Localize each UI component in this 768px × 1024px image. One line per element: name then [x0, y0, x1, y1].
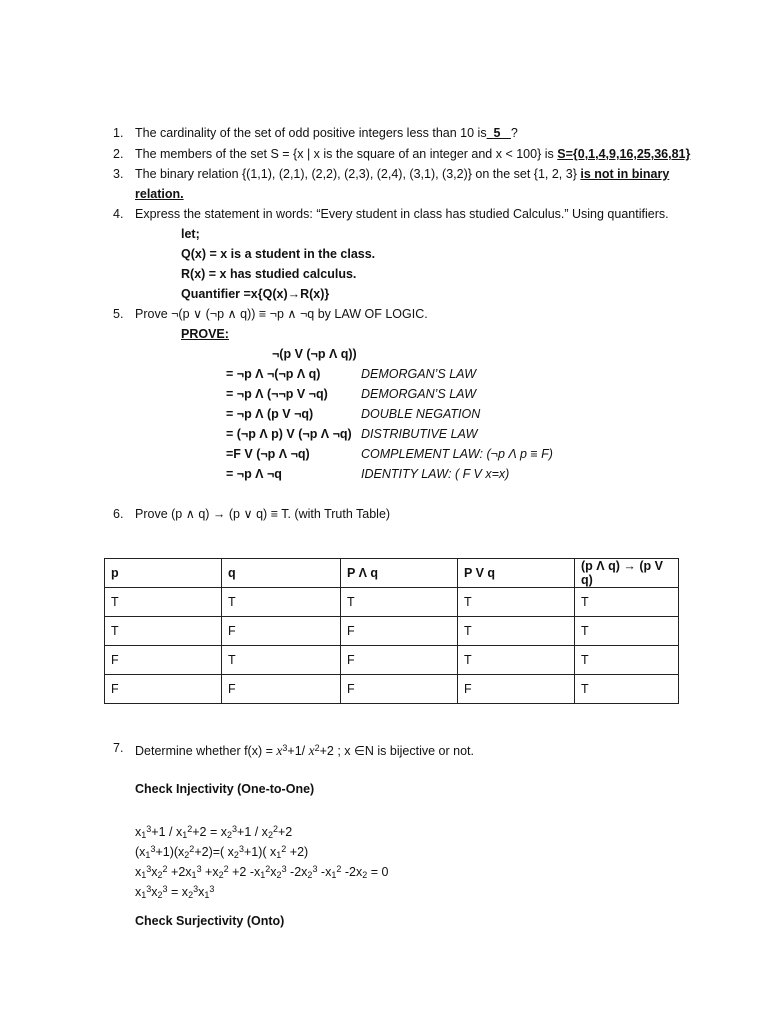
item-7 [113, 740, 123, 756]
proof-start: ¬(p V (¬p Λ q)) [272, 347, 357, 361]
item-2 [113, 146, 123, 162]
item-7-text: Determine whether $f(x) = x^3+1/$ $x^2+2$ ; x ∈N is bijective or not. [135, 743, 474, 758]
quantifier: Quantifier =x{Q(x)→R(x)} [181, 287, 330, 301]
item-6 [113, 506, 123, 522]
proof-step-law: DEMORGAN’S LAW [361, 367, 477, 381]
item-1-text: The cardinality of the set of odd positive integers less than 10 is 5 ? [135, 126, 518, 140]
item-5-text: Prove ¬(p ∨ (¬p ∧ q)) ≡ ¬p ∧ ¬q by LAW OF LOGIC. [135, 307, 428, 321]
table-row [105, 675, 679, 704]
item-4-text: Express the statement in words: “Every student in class has studied Calculus.” Using quantifiers. [135, 207, 669, 221]
table-cell: F [341, 675, 458, 704]
item-3 [113, 166, 123, 182]
proof-step-expr: = ¬p Λ ¬(¬p Λ q) [226, 367, 321, 381]
item-1-answer: 5 [493, 126, 501, 140]
column-header: P V q [458, 559, 575, 588]
proof-step-law: DISTRIBUTIVE LAW [361, 427, 478, 441]
table-row [105, 646, 679, 675]
table-cell: T [575, 675, 679, 704]
let-line: let; [181, 227, 200, 241]
table-header-row [105, 559, 679, 588]
item-4 [113, 206, 123, 222]
table-cell: F [341, 646, 458, 675]
table-cell: T [105, 617, 222, 646]
work-line-2: $(x_1^3+1)(x_2^2+2)=$( $x_2^3+1$)( $x_1^2 +2$) [135, 844, 309, 860]
table-cell: F [341, 617, 458, 646]
table-cell: T [222, 588, 341, 617]
table-cell: T [341, 588, 458, 617]
table-row [105, 617, 679, 646]
injectivity-heading: Check Injectivity (One-to-One) [135, 782, 315, 796]
table-cell: T [458, 646, 575, 675]
proof-step-expr: = ¬p Λ (¬¬p V ¬q) [226, 387, 328, 401]
proof-step-expr: =F V (¬p Λ ¬q) [226, 447, 310, 461]
column-header: q [222, 559, 341, 588]
proof-step-law: COMPLEMENT LAW: (¬p Λ p ≡ F) [361, 447, 553, 461]
table-cell: F [105, 646, 222, 675]
proof-step-law: DOUBLE NEGATION [361, 407, 481, 421]
work-line-1: $x_1^3+1 / x_1^2+2 = x_2^3+1 / x_2^2+2$ [135, 824, 293, 840]
proof-step-expr: = ¬p Λ ¬q [226, 467, 282, 481]
table-cell: F [222, 617, 341, 646]
truth-table [104, 558, 679, 704]
qx-definition: Q(x) = x is a student in the class. [181, 247, 376, 261]
work-line-4: $x_1^3x_2^3 = x_2^3x_1^3$ [135, 884, 215, 900]
proof-step-expr: = (¬p Λ p) V (¬p Λ ¬q) [226, 427, 352, 441]
surjectivity-heading: Check Surjectivity (Onto) [135, 914, 285, 928]
table-cell: T [105, 588, 222, 617]
table-cell: F [458, 675, 575, 704]
item-number: 2. [113, 147, 124, 161]
item-number: 7. [113, 741, 124, 755]
item-number: 4. [113, 207, 124, 221]
table-cell: T [458, 617, 575, 646]
item-1 [113, 125, 123, 141]
column-header: (p Λ q) → (p V q) [575, 559, 679, 588]
rx-definition: R(x) = x has studied calculus. [181, 267, 357, 281]
item-3-answer: is not in binary [580, 167, 670, 181]
table-cell: F [222, 675, 341, 704]
item-2-answer: S={0,1,4,9,16,25,36,81} [557, 147, 691, 161]
item-number: 6. [113, 507, 124, 521]
item-number: 5. [113, 307, 124, 321]
item-3-answer-cont: relation. [135, 187, 184, 201]
item-number: 3. [113, 167, 124, 181]
table-cell: T [575, 588, 679, 617]
prove-heading: PROVE: [181, 327, 229, 341]
item-6-text: Prove (p ∧ q) → (p ∨ q) ≡ T. (with Truth Table) [135, 507, 391, 521]
work-line-3: $x_1^3x_2^2 +2x_1^3 +x_2^2 +2$ $-x_1^2x_2^3$ $-2x_2^3$ $-x_1^2$ $-2x_2 = 0$ [135, 864, 389, 880]
proof-step-law: IDENTITY LAW: ( F V x=x) [361, 467, 510, 481]
table-cell: T [222, 646, 341, 675]
item-5 [113, 306, 123, 322]
item-2-text: The members of the set S = {x | x is the square of an integer and x < 100} is S={0,1,4,9,16,25,36,81} [135, 147, 691, 161]
table-cell: T [575, 646, 679, 675]
proof-step-law: DEMORGAN’S LAW [361, 387, 477, 401]
item-number: 1. [113, 126, 124, 140]
item-3-text: The binary relation {(1,1), (2,1), (2,2), (2,3), (2,4), (3,1), (3,2)} on the set {1, 2, 3} is not in binary [135, 167, 670, 181]
table-cell: F [105, 675, 222, 704]
column-header: P Λ q [341, 559, 458, 588]
column-header: p [105, 559, 222, 588]
table-row [105, 588, 679, 617]
table-cell: T [575, 617, 679, 646]
proof-step-expr: = ¬p Λ (p V ¬q) [226, 407, 314, 421]
table-cell: T [458, 588, 575, 617]
